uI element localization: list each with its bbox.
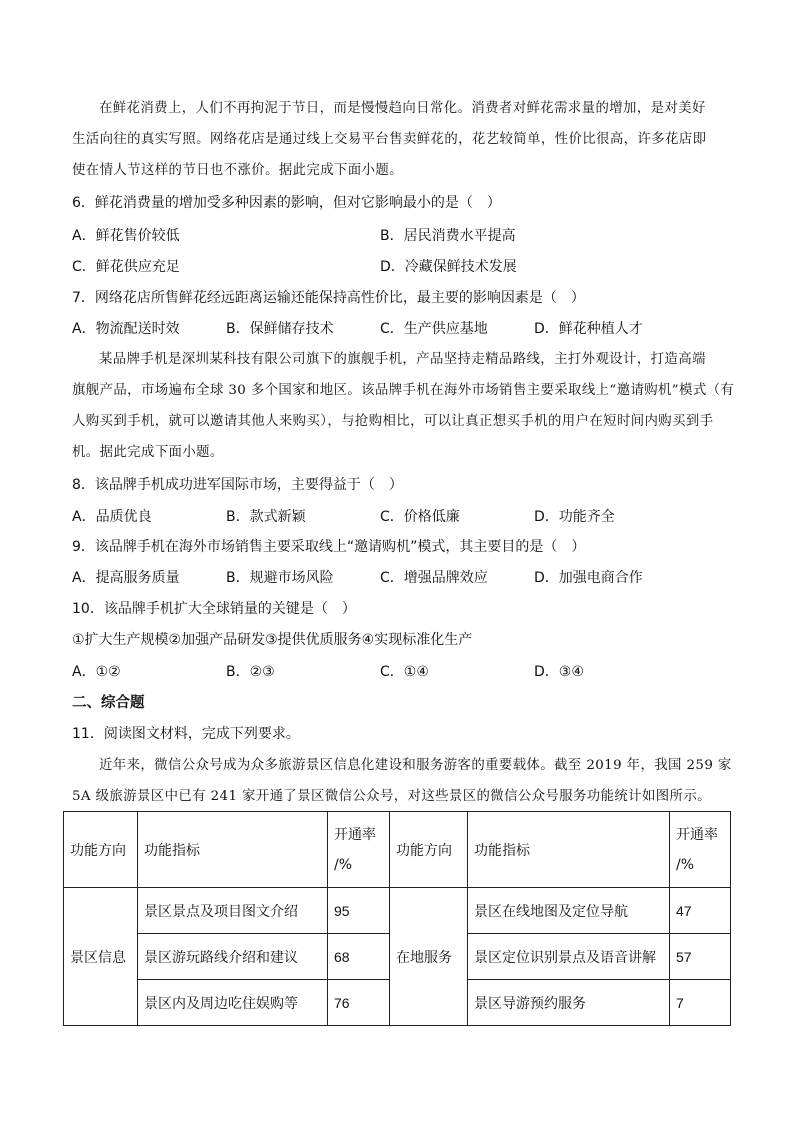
header-direction-right: 功能方向 (390, 812, 468, 888)
q11-passage-line-2: 5A 级旅游景区中已有 241 家开通了景区微信公众号，对这些景区的微信公众号服务功能统计如图所示。 (72, 789, 711, 804)
q7-option-c: C．生产供应基地 (380, 321, 488, 337)
direction-cell-right: 在地服务 (390, 888, 468, 1026)
rate-cell: 7 (670, 980, 731, 1026)
q6-stem: 6．鲜花消费量的增加受多种因素的影响，但对它影响最小的是（ ） (72, 195, 501, 211)
q6-option-b: B．居民消费水平提高 (380, 228, 516, 244)
header-indicator-right: 功能指标 (468, 812, 670, 888)
passage2-line-2: 旗舰产品，市场遍布全球 30 多个国家和地区。该品牌手机在海外市场销售主要采取线上“邀请购机”模式（有 (72, 383, 735, 398)
header-rate-left (328, 812, 390, 888)
indicator-cell: 景区定位识别景点及语音讲解 (468, 934, 670, 980)
q9-option-a: A．提高服务质量 (72, 570, 180, 586)
q9-option-d: D．加强电商合作 (534, 570, 643, 586)
indicator-cell: 景区在线地图及定位导航 (468, 888, 670, 934)
function-stats-table (63, 811, 731, 1026)
indicator-cell: 景区导游预约服务 (468, 980, 670, 1026)
passage2-line-1: 某品牌手机是深圳某科技有限公司旗下的旗舰手机，产品坚持走精品路线，主打外观设计，打造高端 (99, 352, 706, 367)
q10-choices: ①扩大生产规模②加强产品研发③提供优质服务④实现标准化生产 (72, 632, 473, 648)
header-rate-line2: /% (334, 856, 353, 873)
q10-option-d: D．③④ (534, 664, 584, 680)
q10-option-c: C．①④ (380, 664, 429, 680)
q9-option-c: C．增强品牌效应 (380, 570, 488, 586)
rate-cell: 57 (670, 934, 731, 980)
table-header-row (64, 812, 731, 888)
passage1-line-1: 在鲜花消费上，人们不再拘泥于节日，而是慢慢趋向日常化。消费者对鲜花需求量的增加，是对美好 (99, 101, 706, 116)
passage2-line-3: 人购买到手机，就可以邀请其他人来购买），与抢购相比，可以让真正想买手机的用户在短时间内购买到手 (72, 414, 714, 429)
rate-cell: 95 (328, 888, 390, 934)
q9-stem: 9．该品牌手机在海外市场销售主要采取线上“邀请购机”模式，其主要目的是（ ） (72, 539, 586, 555)
indicator-cell: 景区景点及项目图文介绍 (138, 888, 328, 934)
rate-cell: 76 (328, 980, 390, 1026)
passage1-line-2: 生活向往的真实写照。网络花店是通过线上交易平台售卖鲜花的，花艺较简单，性价比很高，许多花店即 (72, 132, 707, 147)
header-rate-right (670, 812, 731, 888)
q8-stem: 8．该品牌手机成功进军国际市场，主要得益于（ ） (72, 477, 403, 493)
q8-option-d: D．功能齐全 (534, 509, 615, 525)
indicator-cell: 景区内及周边吃住娱购等 (138, 980, 328, 1026)
table-row (64, 888, 731, 934)
indicator-cell: 景区游玩路线介绍和建议 (138, 934, 328, 980)
q11-passage-line-1: 近年来，微信公众号成为众多旅游景区信息化建设和服务游客的重要载体。截至 2019 年，我国 259 家 (99, 758, 732, 773)
passage2-line-4: 机。据此完成下面小题。 (72, 445, 224, 460)
header-rate-line2: /% (676, 856, 695, 873)
q7-option-b: B．保鲜储存技术 (226, 321, 334, 337)
q10-option-a: A．①② (72, 664, 121, 680)
q7-option-a: A．物流配送时效 (72, 321, 180, 337)
q10-stem: 10．该品牌手机扩大全球销量的关键是（ ） (72, 601, 356, 617)
rate-cell: 68 (328, 934, 390, 980)
rate-cell: 47 (670, 888, 731, 934)
direction-cell-left: 景区信息 (64, 888, 138, 1026)
q8-option-a: A．品质优良 (72, 509, 152, 525)
q8-option-b: B．款式新颖 (226, 509, 306, 525)
q9-option-b: B．规避市场风险 (226, 570, 334, 586)
header-rate-line1: 开通率 (676, 826, 718, 843)
header-indicator-left: 功能指标 (138, 812, 328, 888)
q6-option-d: D．冷藏保鲜技术发展 (380, 259, 517, 275)
q7-stem: 7．网络花店所售鲜花经远距离运输还能保持高性价比，最主要的影响因素是（ ） (72, 290, 585, 306)
q6-option-a: A．鲜花售价较低 (72, 228, 180, 244)
section-heading: 二、综合题 (72, 695, 145, 711)
passage1-line-3: 使在情人节这样的节日也不涨价。据此完成下面小题。 (72, 163, 403, 178)
q11-stem: 11．阅读图文材料，完成下列要求。 (72, 726, 300, 742)
q10-option-b: B．②③ (226, 664, 275, 680)
q8-option-c: C．价格低廉 (380, 509, 460, 525)
q6-option-c: C．鲜花供应充足 (72, 259, 180, 275)
header-direction-left: 功能方向 (64, 812, 138, 888)
header-rate-line1: 开通率 (334, 826, 376, 843)
q7-option-d: D．鲜花种植人才 (534, 321, 643, 337)
